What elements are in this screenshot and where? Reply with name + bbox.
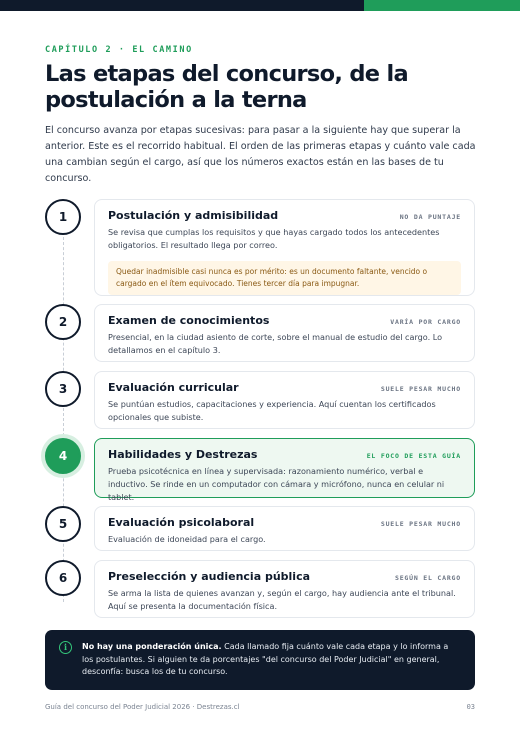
step-title: Postulación y admisibilidad	[108, 209, 279, 222]
step-number-4: 4	[45, 438, 81, 474]
step-description: Prueba psicotécnica en línea y supervisada: razonamiento numérico, verbal e inductivo. Se rinde en un computador con cámara y micrófono, nunca en celular ni tablet.	[108, 466, 445, 502]
step-card-habilidades	[94, 438, 475, 502]
footer-page-number: 03	[466, 703, 475, 711]
top-bar-dark-segment	[0, 0, 364, 11]
step-description: Se arma la lista de quienes avanzan y, según el cargo, hay audiencia ante el tribunal. Aquí se presenta la documentación física.	[108, 588, 456, 611]
top-accent-bar	[0, 0, 520, 11]
step-number-1: 1	[45, 199, 81, 235]
step-number-3: 3	[45, 371, 81, 407]
step-card-examen	[94, 304, 475, 362]
callout-text	[82, 642, 448, 676]
step-number-6: 6	[45, 560, 81, 596]
callout-bold: No hay una ponderación única.	[82, 642, 222, 651]
step-number-2: 2	[45, 304, 81, 340]
step-title: Examen de conocimientos	[108, 314, 270, 327]
step-description: Se puntúan estudios, capacitaciones y experiencia. Aquí cuentan los certificados opcionales que subiste.	[108, 399, 436, 422]
step-title: Preselección y audiencia pública	[108, 570, 311, 583]
timeline-rail	[63, 232, 64, 602]
step-badge: SEGÚN EL CARGO	[395, 574, 461, 582]
info-icon: i	[59, 641, 72, 654]
page-title: Las etapas del concurso, de la postulación a la terna	[45, 61, 408, 113]
step-description: Evaluación de idoneidad para el cargo.	[108, 534, 266, 544]
step-card-preseleccion	[94, 560, 475, 618]
weighting-callout	[45, 630, 475, 690]
warning-note: Quedar inadmisible casi nunca es por mérito: es un documento faltante, vencido o cargado en el ítem equivocado. Tienes tercer día para impugnar.	[108, 261, 461, 295]
step-description: Presencial, en la ciudad asiento de corte, sobre el manual de estudio del cargo. Lo detallamos en el capítulo 3.	[108, 332, 443, 355]
step-card-curricular	[94, 371, 475, 429]
callout-body: Cada llamado fija cuánto vale cada etapa y lo informa a los postulantes. Si alguien te da porcentajes "del concurso del Poder Judicial" en general, desconfía: busca los de tu concurso.	[82, 642, 449, 676]
intro-paragraph: El concurso avanza por etapas sucesivas: para pasar a la siguiente hay que superar la anterior. Este es el recorrido habitual. El orden de las primeras etapas y cuánto vale cada una cambian según el cargo, así que los números exactos están en las bases de tu concurso.	[45, 125, 476, 184]
step-badge: EL FOCO DE ESTA GUÍA	[366, 452, 461, 460]
chapter-eyebrow: CAPÍTULO 2 · EL CAMINO	[45, 45, 193, 55]
step-card-psicolaboral	[94, 506, 475, 551]
top-bar-green-segment	[364, 0, 520, 11]
step-description: Se revisa que cumplas los requisitos y que hayas cargado todos los antecedentes obligatorios. El resultado llega por correo.	[108, 227, 440, 250]
step-badge: VARÍA POR CARGO	[390, 318, 461, 326]
step-badge: SUELE PESAR MUCHO	[380, 385, 461, 393]
step-badge: NO DA PUNTAJE	[399, 213, 461, 221]
footer-guide-title: Guía del concurso del Poder Judicial 2026 · Destrezas.cl	[45, 703, 240, 711]
step-badge: SUELE PESAR MUCHO	[380, 520, 461, 528]
step-card-postulacion	[94, 199, 475, 296]
step-number-5: 5	[45, 506, 81, 542]
step-title: Evaluación curricular	[108, 381, 239, 394]
step-title: Evaluación psicolaboral	[108, 516, 255, 529]
step-title: Habilidades y Destrezas	[108, 448, 258, 461]
